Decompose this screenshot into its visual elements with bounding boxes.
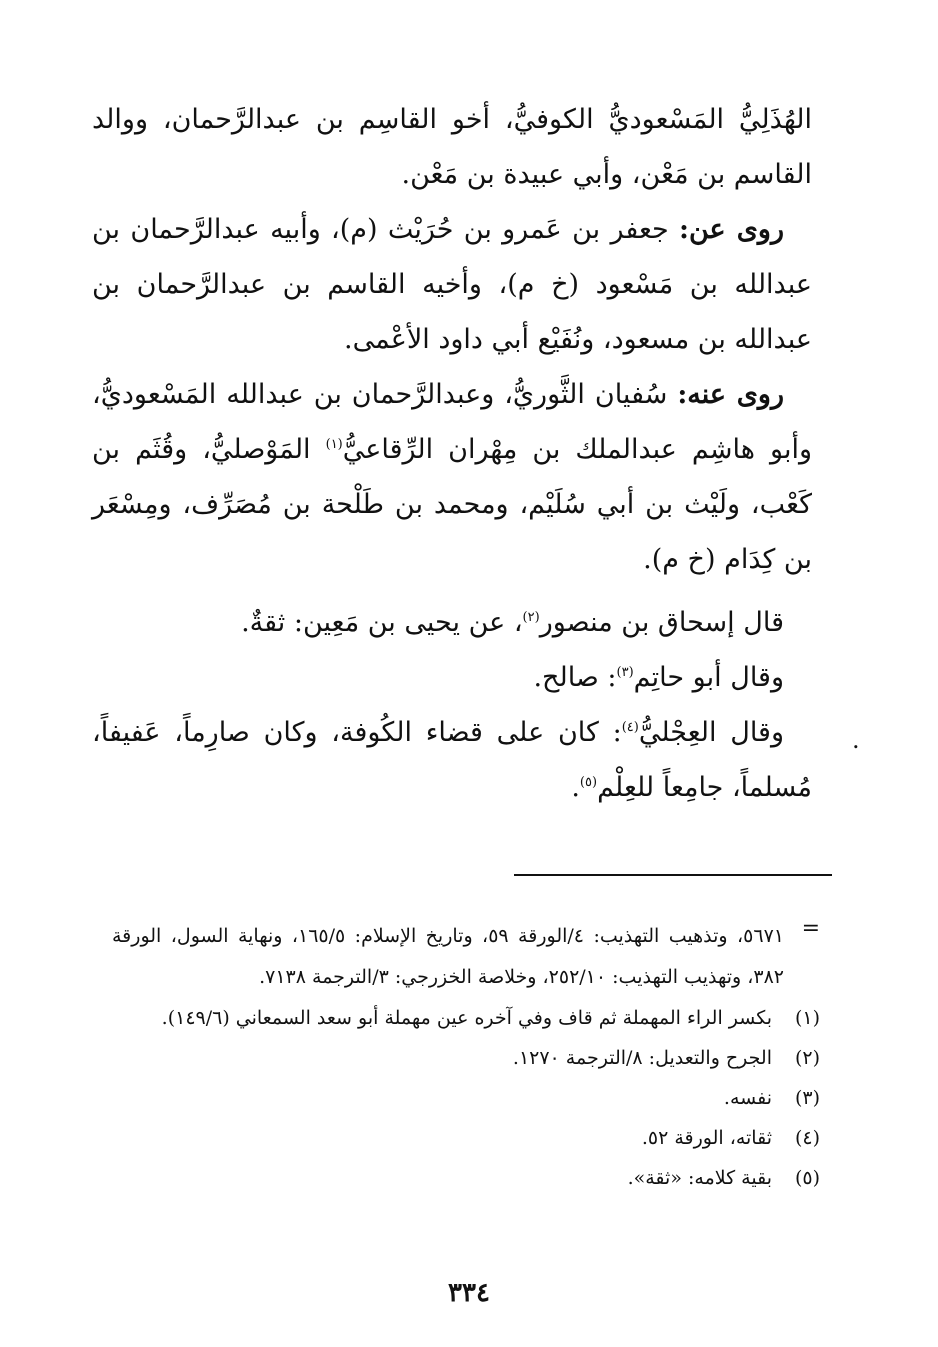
rawa-anhu-label: روى عنه: [677, 379, 785, 410]
quote-text: : كان على قضاء الكُوفة، وكان صارِماً، عَفيفاً، مُسلماً، جامِعاً للعِلْم [92, 717, 812, 803]
footnote-text: الجرح والتعديل: ٨/الترجمة ١٢٧٠. [512, 1047, 772, 1069]
intro-paragraph [92, 92, 812, 202]
footnote-number: (١) [794, 1007, 820, 1029]
continuation-text: ٥٦٧١، وتذهيب التهذيب: ٤/الورقة ٥٩، وتاريخ الإسلام: ١٦٥/٥، ونهاية السول، الورقة ٣٨٢، وتهذيب التهذيب: ٢٥٢/١٠، وخلاصة الخزرجي: ٣/الترجمة ٧١٣٨. [112, 925, 784, 988]
rawa-anhu-paragraph [92, 367, 812, 587]
footnote-number: (٣) [794, 1087, 820, 1109]
footnote-1 [112, 998, 820, 1038]
footnote-separator [514, 874, 832, 876]
footnote-4 [112, 1118, 820, 1158]
quote-text: قال إسحاق بن منصور [539, 607, 784, 638]
footnote-ref-5[interactable]: (٥) [579, 775, 598, 790]
rawa-an-paragraph [92, 202, 812, 367]
footnote-ref-3[interactable]: (٣) [616, 665, 634, 680]
footnote-text: بقية كلامه: «ثقة». [627, 1167, 772, 1189]
footnote-3 [112, 1078, 820, 1118]
footnote-number: (٢) [794, 1047, 820, 1069]
footnote-number: (٥) [794, 1167, 820, 1189]
footnote-continuation [112, 916, 820, 998]
footnote-ref-2[interactable]: (٢) [522, 610, 540, 625]
footnote-text: ثقاته، الورقة ٥٢. [641, 1127, 772, 1149]
rawa-anhu-text-b: المَوْصليُّ، وقُثَم بن كَعْب، ولَيْث بن أبي سُلَيْم، ومحمد بن طَلْحة بن مُصَرِّف، ومِسْعَر بن كِدَام (خ م). [92, 434, 812, 575]
footnote-number: (٤) [794, 1127, 820, 1149]
quote-ibn-mansur [92, 595, 812, 650]
footnote-ref-4[interactable]: (٤) [621, 720, 639, 735]
stray-mark: . [852, 726, 860, 754]
quote-text: وقال أبو حاتِم [633, 662, 784, 693]
footnotes [112, 916, 820, 1198]
footnote-ref-1[interactable]: (١) [325, 437, 343, 452]
footnote-5 [112, 1158, 820, 1198]
main-text [92, 92, 812, 815]
quote-text: وقال العِجْليُّ [638, 717, 784, 748]
quote-end: . [571, 772, 580, 803]
footnote-2 [112, 1038, 820, 1078]
intro-text: الهُذَلِيُّ المَسْعوديُّ الكوفيُّ، أخو القاسِم بن عبدالرَّحمان، ووالد القاسم بن مَعْن، وأبي عبيدة بن مَعْن. [92, 104, 812, 190]
footnote-text: نفسه. [723, 1087, 772, 1109]
quote-ijli [92, 705, 812, 815]
quote-text: ، عن يحيى بن مَعِين: ثقةٌ. [241, 607, 523, 638]
rawa-anhu-text-a: سُفيان الثَّوريُّ، وعبدالرَّحمان بن عبدالله المَسْعوديُّ، وأبو هاشِم عبدالملك بن مِهْران الرِّقاعيُّ [92, 379, 813, 465]
footnote-text: بكسر الراء المهملة ثم قاف وفي آخره عين مهملة أبو سعد السمعاني (١٤٩/٦). [161, 1007, 772, 1029]
quote-text: : صالح. [533, 662, 617, 693]
page-number: ٣٣٤ [448, 1278, 490, 1308]
rawa-an-text: جعفر بن عَمرو بن حُرَيْث (م)، وأبيه عبدالرَّحمان بن عبدالله بن مَسْعود (خ م)، وأخيه القاسم بن عبدالرَّحمان بن عبدالله بن مسعود، ونُفَيْع أبي داود الأعْمى. [92, 214, 812, 355]
rawa-an-label: روى عن: [679, 214, 784, 245]
quote-abu-hatim [92, 650, 812, 705]
continuation-mark: = [801, 916, 820, 941]
